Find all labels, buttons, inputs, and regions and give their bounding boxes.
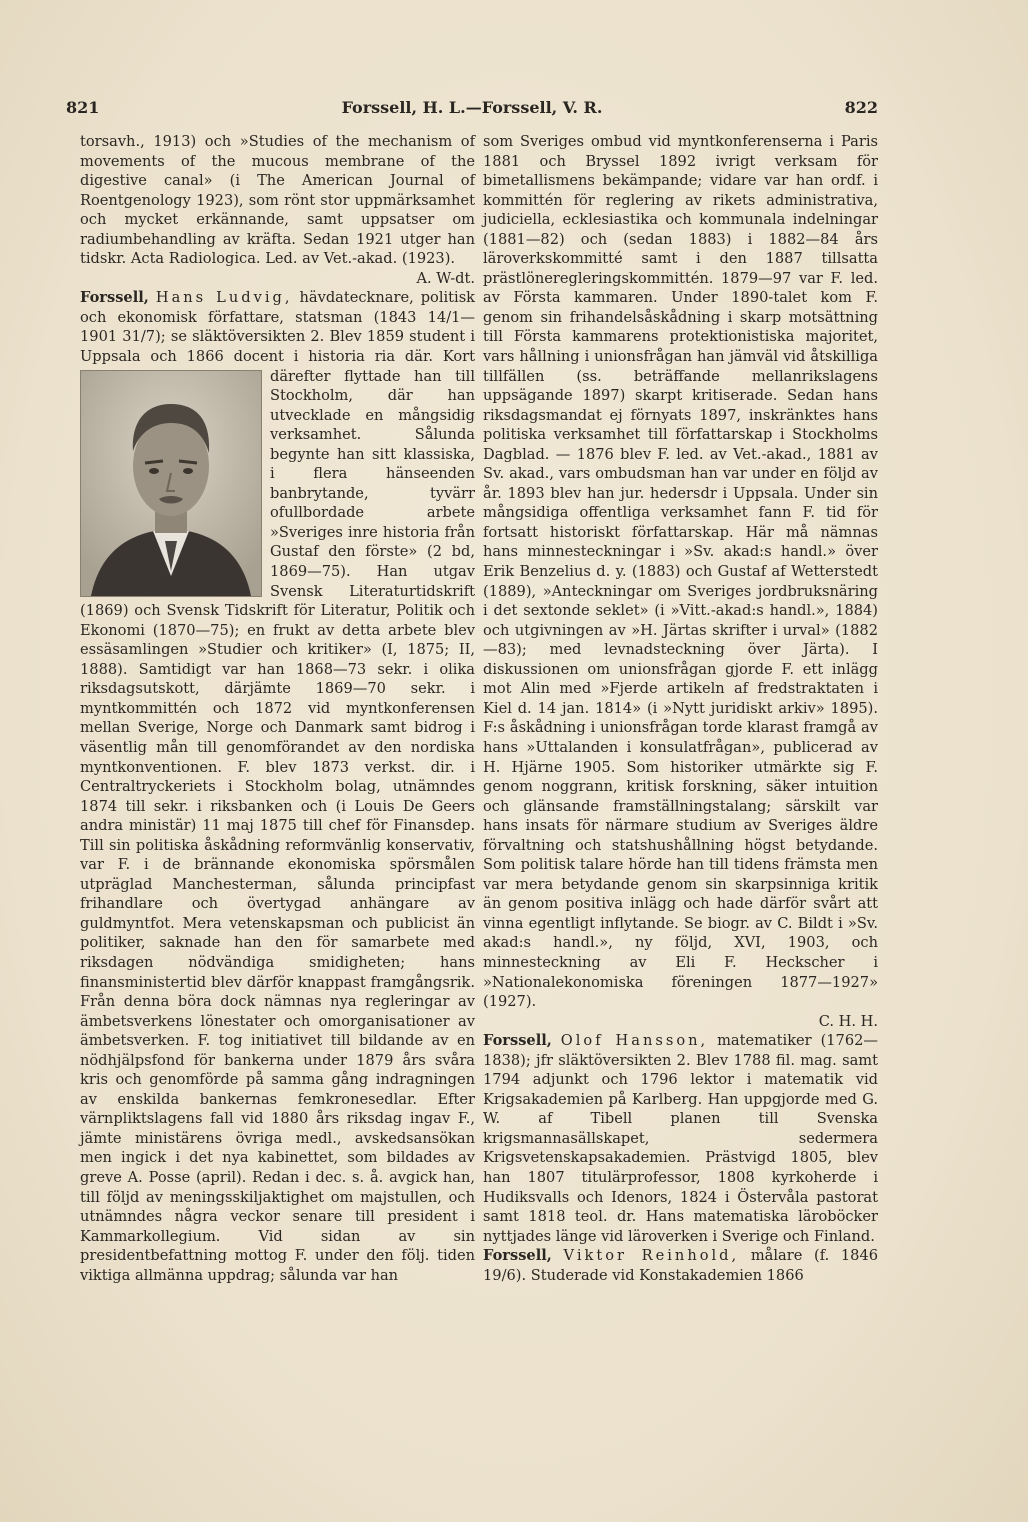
entry-olof-hansson <box>483 1031 878 1246</box>
portrait-photo <box>80 370 262 597</box>
entry-text: matematiker (1762—1838); jfr släktöversikten 2. Blev 1788 fil. mag. samt 1794 adjunkt och 1796 lektor i matematik vid Krigsakademien på Karlberg. Han uppgjorde med G. W. af Tibell planen till Svenska krigsmannasällskapet, sedermera Krigsvetenskapsakademien. Prästvigd 1805, blev han 1807 titulärprofessor, 1808 kyrkoherde i Hudiksvalls och Idenors, 1824 i Östervåla pastorat samt 1818 teol. dr. Hans matematiska läroböcker nyttjades länge vid läroverken i Sverige och Finland. <box>483 1032 879 1245</box>
entry-text: målare (f. 1846 19/6). Studerade vid Konstakademien 1866 <box>483 1247 879 1284</box>
entry-continuation <box>80 132 475 288</box>
entry-surname: Forssell, <box>483 1032 552 1050</box>
author-signature: A. W-dt. <box>416 269 475 287</box>
running-header <box>66 98 878 122</box>
entry-continuation-right-text: som Sveriges ombud vid myntkonferenserna i Paris 1881 och Bryssel 1892 ivrigt verksam för bimetallismens bekämpande; vidare var han ordf. i kommittén för reglering av rikets administrativa, judiciella, ecklesiastika och kommunala indelningar (1881—82) och (sedan 1883) i 1882—84 års läroverkskommitté samt i den 1887 tillsatta prästlöneregleringskommittén. 1879—97 var F. led. av Första kammaren. Under 1890-talet kom F. genom sin frihandelsåskådning i skarp motsättning till Första kammarens protektionistiska majoritet, vars hållning i unionsfrågan han jämväl vid åtskilliga tillfällen (ss. beträffande mellanrikslagens uppsägande 1897) skarpt kritiserade. Sedan hans riksdagsmandat ej förnyats 1897, inskränktes hans politiska verksamhet till författarskap i Stockholms Dagblad. — 1876 blev F. led. av Vet.-akad., 1881 av Sv. akad., vars ombudsman han var under en följd av år. 1893 blev han jur. hedersdr i Uppsala. Under sin mångsidiga offentliga verksamhet fann F. tid för fortsatt historiskt författarskap. Här må nämnas hans minnesteckningar i »Sv. akad:s handl.» över Erik Benzelius d. y. (1883) och Gustaf af Wetterstedt (1889), »Anteckningar om Sveriges jordbruksnäring i det sextonde seklet» (i »Vitt.-akad:s handl.», 1884) och utgivningen av »H. Järtas skrifter i urval» (1882—83); med levnadsteckning över Järta). I diskussionen om unionsfrågan gjorde F. ett inlägg mot Alin med »Fjerde artikeln af fredstraktaten i Kiel d. 14 jan. 1814» (i »Nytt juridiskt arkiv» 1895). F:s åskådning i unionsfrågan torde klarast framgå av hans »Uttalanden i konsulatfrågan», publicerad av H. Hjärne 1905. Som historiker utmärkte sig F. genom noggrann, kritisk forskning, säker intuition och glänsande framställningstalang; särskilt var hans insats för närmare studium av Sveriges äldre förvaltning och statshushållning högst betydande. Som politisk talare hörde han till tidens främsta men var mera betydande genom sin skarpsinniga kritik än genom positiva inlägg och hade därför svårt att vinna egentligt inflytande. Se biogr. av C. Bildt i »Sv. akad:s handl.», ny följd, XVI, 1903, och minnesteckning av Eli F. Heckscher i »Nationalekonomiska föreningen 1877—1927» (1927). <box>483 133 878 1011</box>
entry-intro-text: hävdatecknare, politisk och ekonomisk författare, statsman (1843 14/1—1901 31/7); se släktöversikten 2. Blev 1859 student i Uppsala och 1866 docent i historia <box>80 289 476 366</box>
entry-continuation-right <box>483 132 878 1031</box>
entry-hans-ludvig <box>80 288 475 1285</box>
left-column <box>80 132 475 1285</box>
entry-given-names: Hans Ludvig, <box>155 289 293 307</box>
entry-given-names: Olof Hansson, <box>560 1032 709 1050</box>
entry-surname: Forssell, <box>483 1247 552 1265</box>
right-column <box>483 132 878 1285</box>
entry-surname: Forssell, <box>80 289 149 307</box>
portrait-image <box>81 371 261 596</box>
running-title: Forssell, H. L.—Forssell, V. R. <box>341 98 603 117</box>
entry-main-text: ria där. Kort därefter flyttade han till Stockholm, där han utvecklade en mångsidig verksamhet. Sålunda begynte han sitt klassiska, i flera hänseenden banbrytande, tyvärr ofullbordade arbete »Sveriges inre historia från Gustaf den förste» (2 bd, 1869—75). Han utgav Svensk Literaturtidskrift (1869) och Svensk Tidskrift för Literatur, Politik och Ekonomi (1870—75); en frukt av detta arbete blev essäsamlingen »Studier och kritiker» (I, 1875; II, 1888). Samtidigt var han 1868—73 sekr. i olika riksdagsutskott, därjämte 1869—70 sekr. i myntkommittén och 1872 vid myntkonferensen mellan Sverige, Norge och Danmark samt bidrog i väsentlig mån till genomförandet av den nordiska myntkonventionen. F. blev 1873 verkst. dir. i Centraltryckeriets i Stockholm bolag, utnämndes 1874 till sekr. i riksbanken och (i Louis De Geers andra ministär) 11 maj 1875 till chef för Finansdep. Till sin politiska åskådning reformvänlig konservativ, var F. i de brännande ekonomiska spörsmålen utpräglad Manchesterman, sålunda principfast frihandlare och övertygad anhängare av guldmyntfot. Mera vetenskapsman och publicist än politiker, saknade han den för samarbete med riksdagen nödvändiga smidigheten; hans finansministertid blev därför knappast framgångsrik. Från denna böra dock nämnas nya regleringar av ämbetsverkens lönestater och omorganisationer av ämbetsverken. F. tog initiativet till bildande av en nödhjälpsfond för bankerna under 1879 års svåra kris och genomförde på samma gång indragningen av enskilda bankernas femkronesedlar. Efter värnpliktslagens fall vid 1880 års riksdag ingav F., jämte ministärens övriga medl., avskedsansökan men ingick i det nya kabinettet, som bildades av greve A. Posse (april). Redan i dec. s. å. avgick han, till följd av meningsskiljaktighet om majstullen, och utnämndes några veckor senare till president i Kammarkollegium. Vid sidan av sin presidentbefattning mottog F. under den följ. tiden viktiga allmänna uppdrag; sålunda var han <box>80 348 475 1284</box>
author-signature-right: C. H. H. <box>818 1012 878 1030</box>
entry-continuation-text: torsavh., 1913) och »Studies of the mechanism of movements of the mucous membrane of the digestive canal» (i The American Journal of Roentgenology 1923), som rönt stor uppmärksamhet och mycket erkännande, samt uppsatser om radiumbehandling av kräfta. Sedan 1921 utger han tidskr. Acta Radiologica. Led. av Vet.-akad. (1923). <box>80 133 475 268</box>
entry-viktor-reinhold <box>483 1246 878 1285</box>
page-number-right: 822 <box>844 98 878 117</box>
page-number-left: 821 <box>66 98 100 117</box>
entry-given-names: Viktor Reinhold, <box>563 1247 740 1265</box>
